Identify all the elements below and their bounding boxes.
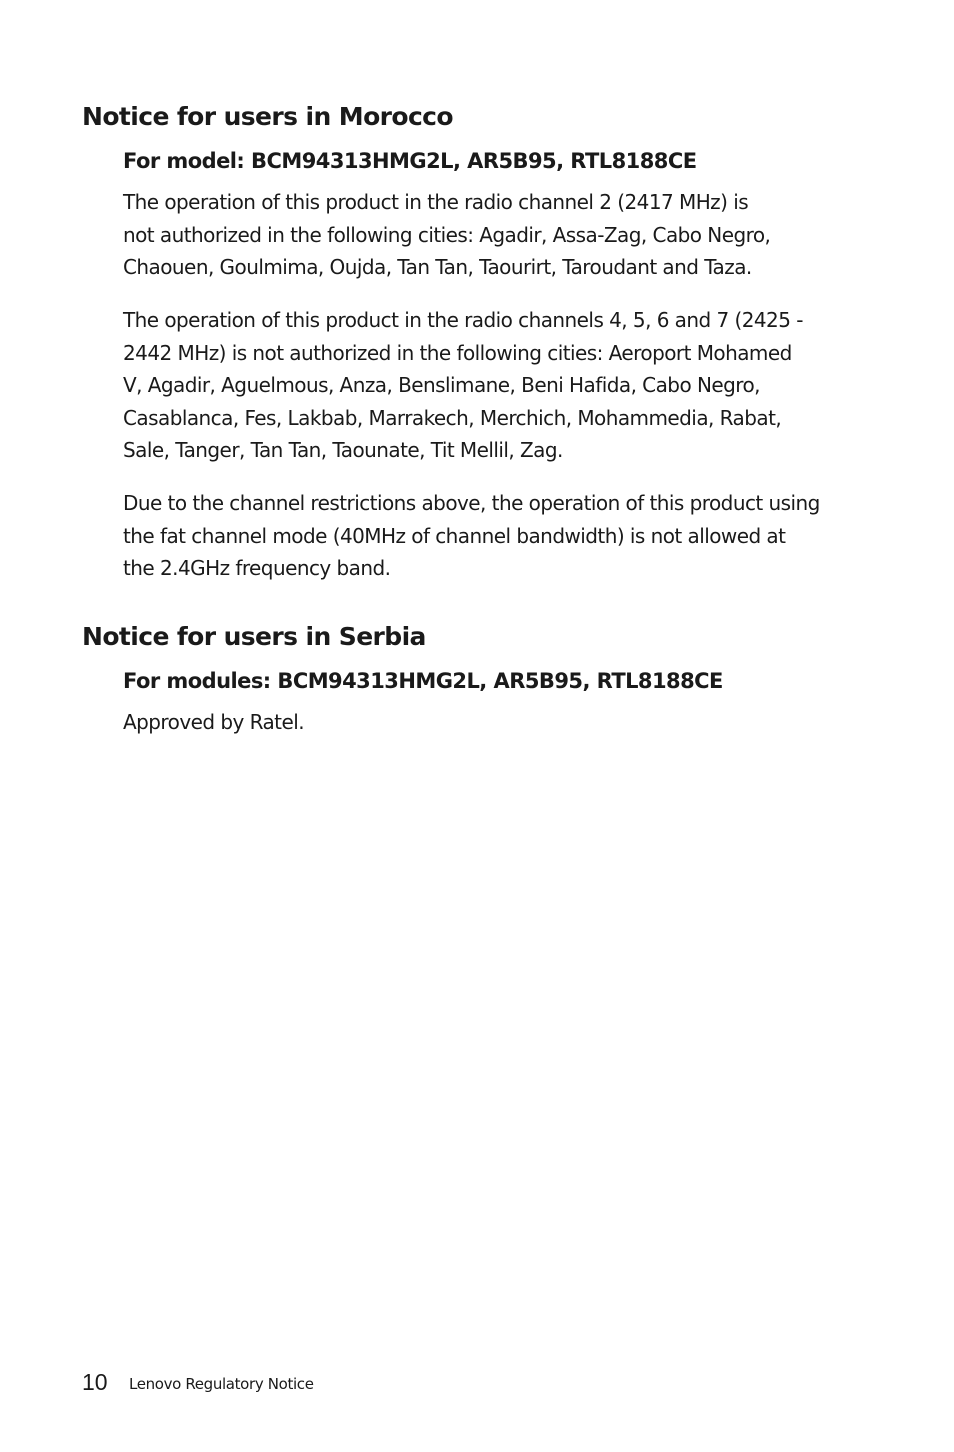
paragraph-line: Sale, Tanger, Tan Tan, Taounate, Tit Mellil, Zag. <box>123 438 563 463</box>
morocco-paragraph-channel-2 <box>123 186 858 284</box>
morocco-paragraph-fat-channel <box>123 487 858 585</box>
paragraph-line: 2442 MHz) is not authorized in the following cities: Aeroport Mohamed <box>123 340 792 365</box>
paragraph-line: Approved by Ratel. <box>123 710 305 734</box>
morocco-heading: Notice for users in Morocco <box>82 102 453 131</box>
serbia-subheading: For modules: BCM94313HMG2L, AR5B95, RTL8188CE <box>123 669 723 693</box>
paragraph-line: not authorized in the following cities: Agadir, Assa-Zag, Cabo Negro, <box>123 222 771 247</box>
paragraph-line: the 2.4GHz frequency band. <box>123 556 391 581</box>
paragraph-line: Chaouen, Goulmima, Oujda, Tan Tan, Taourirt, Taroudant and Taza. <box>123 255 752 280</box>
paragraph-line: V, Agadir, Aguelmous, Anza, Benslimane, Beni Hafida, Cabo Negro, <box>123 373 760 398</box>
footer-title: Lenovo Regulatory Notice <box>129 1375 314 1393</box>
paragraph-line: The operation of this product in the radio channels 4, 5, 6 and 7 (2425 - <box>123 308 803 332</box>
morocco-paragraph-channels-4-7 <box>123 304 858 467</box>
paragraph-line: Due to the channel restrictions above, the operation of this product using <box>123 491 820 515</box>
paragraph-line: The operation of this product in the radio channel 2 (2417 MHz) is <box>123 190 749 214</box>
serbia-heading: Notice for users in Serbia <box>82 622 426 651</box>
paragraph-line: the fat channel mode (40MHz of channel bandwidth) is not allowed at <box>123 523 786 548</box>
morocco-subheading: For model: BCM94313HMG2L, AR5B95, RTL8188CE <box>123 149 697 173</box>
paragraph-line: Casablanca, Fes, Lakbab, Marrakech, Merchich, Mohammedia, Rabat, <box>123 405 782 430</box>
serbia-paragraph <box>123 706 858 739</box>
page-number: 10 <box>82 1369 108 1395</box>
